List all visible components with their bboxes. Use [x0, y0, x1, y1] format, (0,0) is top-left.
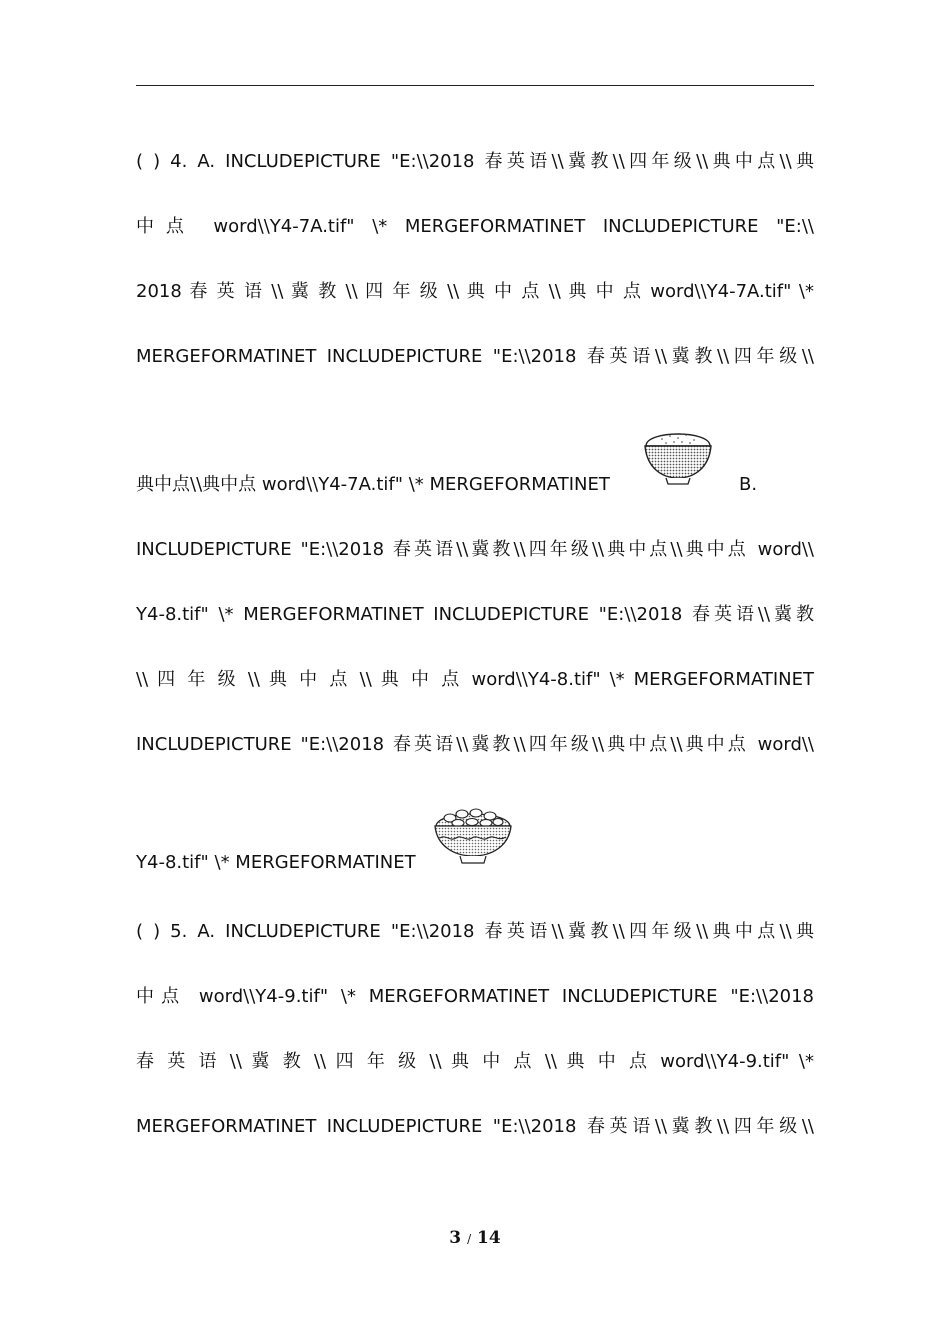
q4-line-10: Y4-8.tif" \* MERGEFORMATINET — [136, 852, 416, 873]
current-page: 3 — [449, 1228, 462, 1248]
page-number — [0, 1228, 950, 1248]
q4-line-2: 中点 word\\Y4-7A.tif" \* MERGEFORMATINET INCLUDEPICTURE "E:\\ — [136, 216, 814, 237]
header-rule — [136, 85, 814, 86]
q5-line-4: MERGEFORMATINET INCLUDEPICTURE "E:\\2018 春英语\\冀教\\四年级\\ — [136, 1116, 814, 1137]
q4-line-3: 2018 春 英 语 \\ 冀 教 \\ 四 年 级 \\ 典 中 点 \\ 典 中 点 word\\Y4-7A.tif" \* — [136, 281, 814, 302]
q5-line-1: ( ) 5. A. INCLUDEPICTURE "E:\\2018 春英语\\冀教\\四年级\\典中点\\典 — [136, 921, 814, 942]
q4-line-9: INCLUDEPICTURE "E:\\2018 春英语\\冀教\\四年级\\典中点\\典中点 word\\ — [136, 734, 814, 755]
q4-line-1: ( ) 4. A. INCLUDEPICTURE "E:\\2018 春英语\\冀教\\四年级\\典中点\\典 — [136, 151, 814, 172]
q4-line-5: 典中点\\典中点 word\\Y4-7A.tif" \* MERGEFORMATINET — [136, 474, 610, 495]
q4-line-7: Y4-8.tif" \* MERGEFORMATINET INCLUDEPICTURE "E:\\2018 春英语\\冀教 — [136, 604, 814, 625]
total-pages: 14 — [477, 1228, 501, 1248]
rice-bowl-image — [642, 424, 714, 486]
q4-line-8: \\ 四 年 级 \\ 典 中 点 \\ 典 中 点 word\\Y4-8.tif" \* MERGEFORMATINET — [136, 669, 814, 690]
q5-line-2: 中点 word\\Y4-9.tif" \* MERGEFORMATINET INCLUDEPICTURE "E:\\2018 — [136, 986, 814, 1007]
q4-line-4: MERGEFORMATINET INCLUDEPICTURE "E:\\2018 春英语\\冀教\\四年级\\ — [136, 346, 814, 367]
option-b-label: B. — [739, 474, 758, 495]
page-separator: / — [467, 1232, 472, 1246]
dumpling-bowl-image — [432, 800, 514, 866]
q5-line-3: 春 英 语 \\ 冀 教 \\ 四 年 级 \\ 典 中 点 \\ 典 中 点 word\\Y4-9.tif" \* — [136, 1051, 814, 1072]
q4-line-6: INCLUDEPICTURE "E:\\2018 春英语\\冀教\\四年级\\典中点\\典中点 word\\ — [136, 539, 814, 560]
